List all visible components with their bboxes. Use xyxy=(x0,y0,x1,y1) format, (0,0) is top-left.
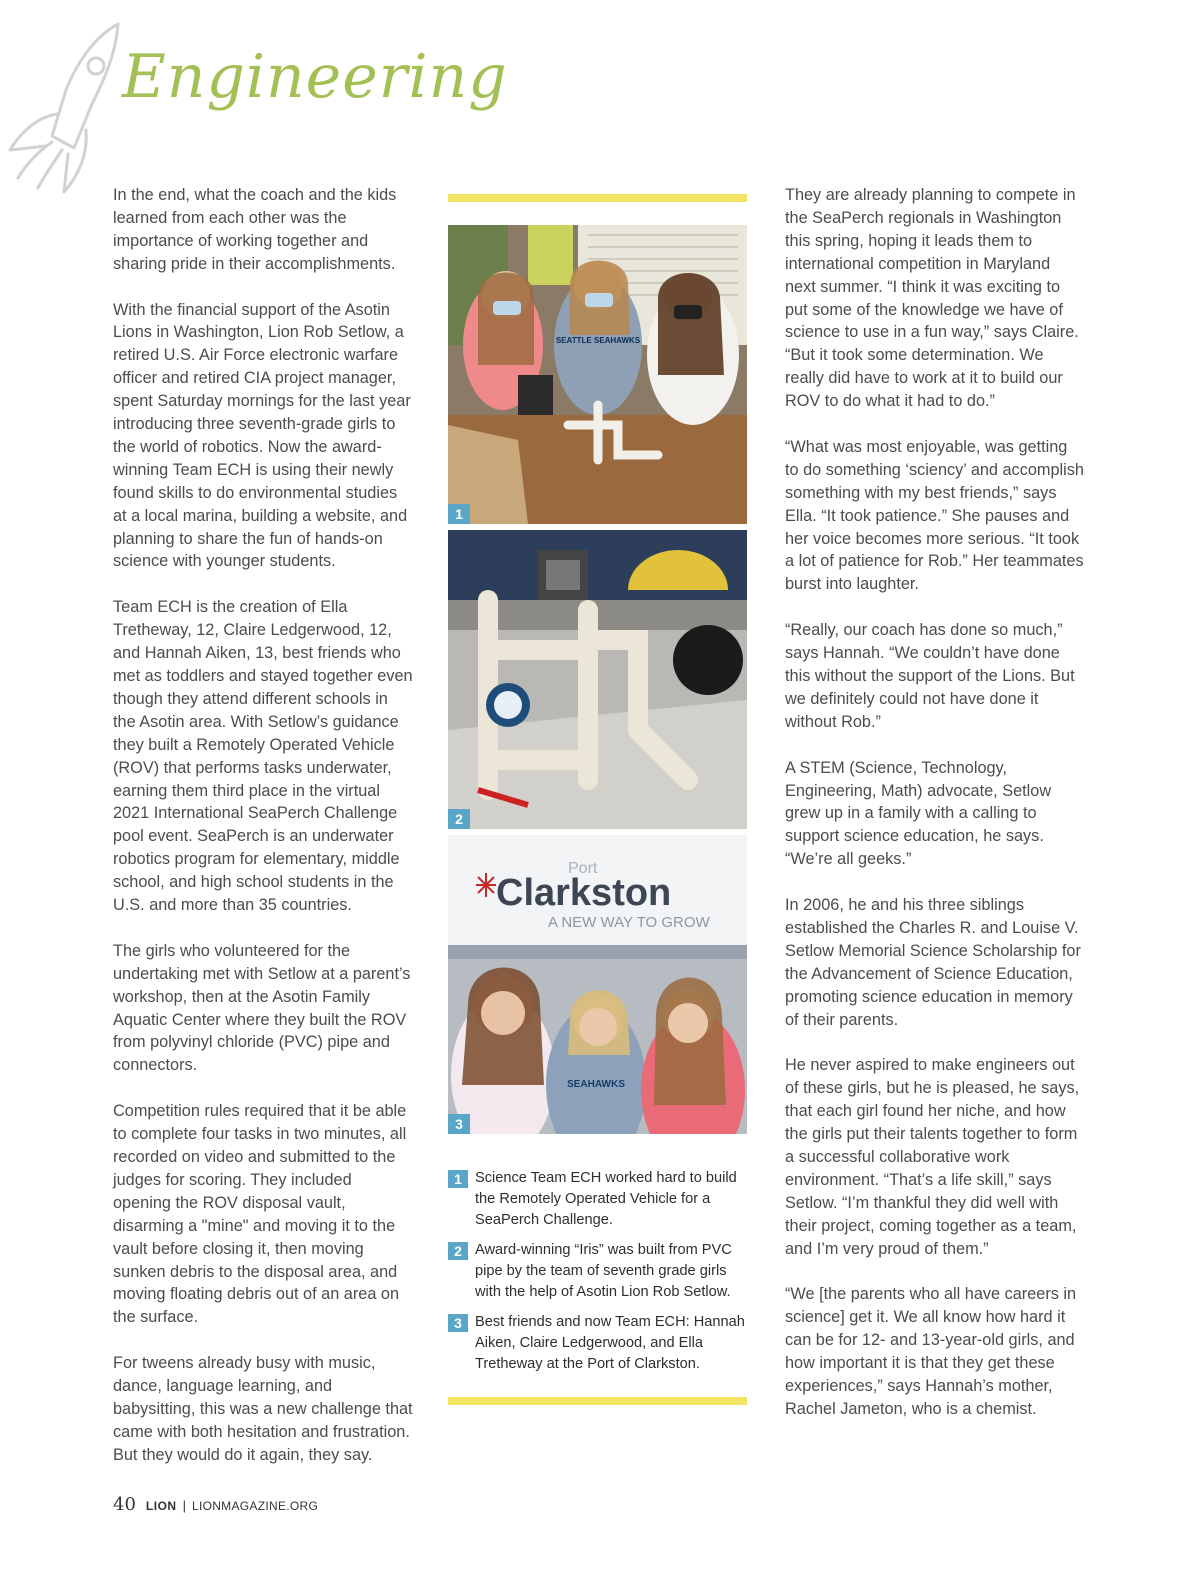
sign-main-text: Clarkston xyxy=(496,872,672,914)
caption-number-badge: 3 xyxy=(448,1314,468,1332)
photo-girls-building-rov xyxy=(448,225,747,524)
photo-captions xyxy=(448,1168,747,1375)
article-column-right xyxy=(785,184,1085,1444)
accent-bar-top xyxy=(448,194,747,202)
shirt-text: SEAHAWKS xyxy=(567,1079,625,1090)
caption-number-badge: 1 xyxy=(448,1170,468,1188)
paragraph: For tweens already busy with music, dance, language learning, and babysitting, this was a new challenge that came with both hesitation and frustration. But they would do it again, they say. xyxy=(113,1354,413,1464)
article-column-left xyxy=(113,184,413,1490)
sign-tagline-text: A NEW WAY TO GROW xyxy=(548,914,710,931)
paragraph: “Really, our coach has done so much,” says Hannah. “We couldn’t have done this without the support of the Lions. But we definitely could not have done it without Rob.” xyxy=(785,621,1075,731)
photo-rov-iris xyxy=(448,530,747,829)
footer-separator: | xyxy=(182,1498,186,1513)
sign-small-text: Port xyxy=(568,860,598,877)
caption-item xyxy=(448,1168,747,1231)
photo-column xyxy=(448,194,747,1405)
caption-number-badge: 2 xyxy=(448,1242,468,1260)
caption-text: Best friends and now Team ECH: Hannah Aiken, Claire Ledgerwood, and Ella Tretheway at the Port of Clarkston. xyxy=(475,1314,745,1372)
photo-number-badge: 2 xyxy=(448,809,470,829)
photo-number-badge: 3 xyxy=(448,1114,470,1134)
rocket-icon xyxy=(0,18,135,203)
caption-item xyxy=(448,1240,747,1303)
caption-text: Science Team ECH worked hard to build the Remotely Operated Vehicle for a SeaPerch Challenge. xyxy=(475,1170,737,1228)
shirt-text: SEATTLE SEAHAWKS xyxy=(555,336,641,345)
page-footer xyxy=(113,1494,318,1515)
paragraph: In the end, what the coach and the kids learned from each other was the importance of working together and sharing pride in their accomplishments. xyxy=(113,186,397,273)
paragraph: “What was most enjoyable, was getting to do something ‘sciency’ and accomplish something with my best friends,” says Ella. “It took patience.” She pauses and her voice becomes more serious. “It took a lot of patience for Rob.” Her teammates burst into laughter. xyxy=(785,437,1084,594)
section-title: Engineering xyxy=(122,42,508,112)
website-link[interactable]: LIONMAGAZINE.ORG xyxy=(191,1499,319,1513)
photo-team-ech xyxy=(448,835,747,1134)
paragraph: Competition rules required that it be able to complete four tasks in two minutes, all recorded on video and submitted to the judges for scoring. They included opening the ROV disposal vault, disarming a "mine" and moving it to the vault before closing it, then moving sunken debris to the disposal area, and moving floating debris out of an area on the surface. xyxy=(113,1102,407,1327)
paragraph: He never aspired to make engineers out of these girls, but he is pleased, he says, that each girl found her niche, and how the girls put their talents together to form a successful collaborative work environment. “That’s a life skill,” says Setlow. “I’m thankful they did well with their project, coming together as a team, and I’m very proud of them.” xyxy=(785,1056,1080,1258)
paragraph: In 2006, he and his three siblings established the Charles R. and Louise V. Setlow Memorial Science Scholarship for the Advancement of Science Education, promoting science education in memory of their parents. xyxy=(785,896,1081,1029)
photo-number-badge: 1 xyxy=(448,504,470,524)
magazine-name: LION xyxy=(145,1499,177,1513)
paragraph: A STEM (Science, Technology, Engineering, Math) advocate, Setlow grew up in a family with a calling to support science education, he says. “We’re all geeks.” xyxy=(785,758,1052,869)
paragraph: They are already planning to compete in the SeaPerch regionals in Washington this spring, hoping it leads them to international competition in Maryland next summer. “I think it was exciting to put some of the knowledge we have of science to use in a fun way,” says Claire. “But it took some determination. We really did have to work at it to build our ROV to do what it had to do.” xyxy=(785,186,1079,411)
paragraph: “We [the parents who all have careers in science] get it. We all know how hard it can be for 12- and 13-year-old girls, and how important it is that they get these experiences,” says Hannah’s mother, Rachel Jameton, who is a chemist. xyxy=(785,1285,1077,1418)
caption-text: Award-winning “Iris” was built from PVC pipe by the team of seventh grade girls with the help of Asotin Lion Rob Setlow. xyxy=(475,1242,732,1300)
paragraph: With the financial support of the Asotin Lions in Washington, Lion Rob Setlow, a retired U.S. Air Force electronic warfare officer and retired CIA project manager, spent Saturday mornings for the last year introducing three seventh-grade girls to the world of robotics. Now the award-winning Team ECH is using their newly found skills to do environmental studies at a local marina, building a website, and planning to share the fun of hands-on science with younger students. xyxy=(113,300,411,571)
paragraph: Team ECH is the creation of Ella Tretheway, 12, Claire Ledgerwood, 12, and Hannah Aiken, 13, best friends who met as toddlers and stayed together even though they attend different schools in the Asotin area. With Setlow’s guidance they built a Remotely Operated Vehicle (ROV) that performs tasks underwater, earning them third place in the virtual 2021 International SeaPerch Challenge pool event. SeaPerch is an underwater robotics program for elementary, middle school, and high school students in the U.S. and more than 35 countries. xyxy=(113,598,413,915)
accent-bar-bottom xyxy=(448,1397,747,1405)
caption-item xyxy=(448,1312,747,1375)
paragraph: The girls who volunteered for the undertaking met with Setlow at a parent’s workshop, then at the Asotin Family Aquatic Center where they built the ROV from polyvinyl chloride (PVC) pipe and connectors. xyxy=(113,941,411,1075)
page-number: 40 xyxy=(113,1494,136,1515)
